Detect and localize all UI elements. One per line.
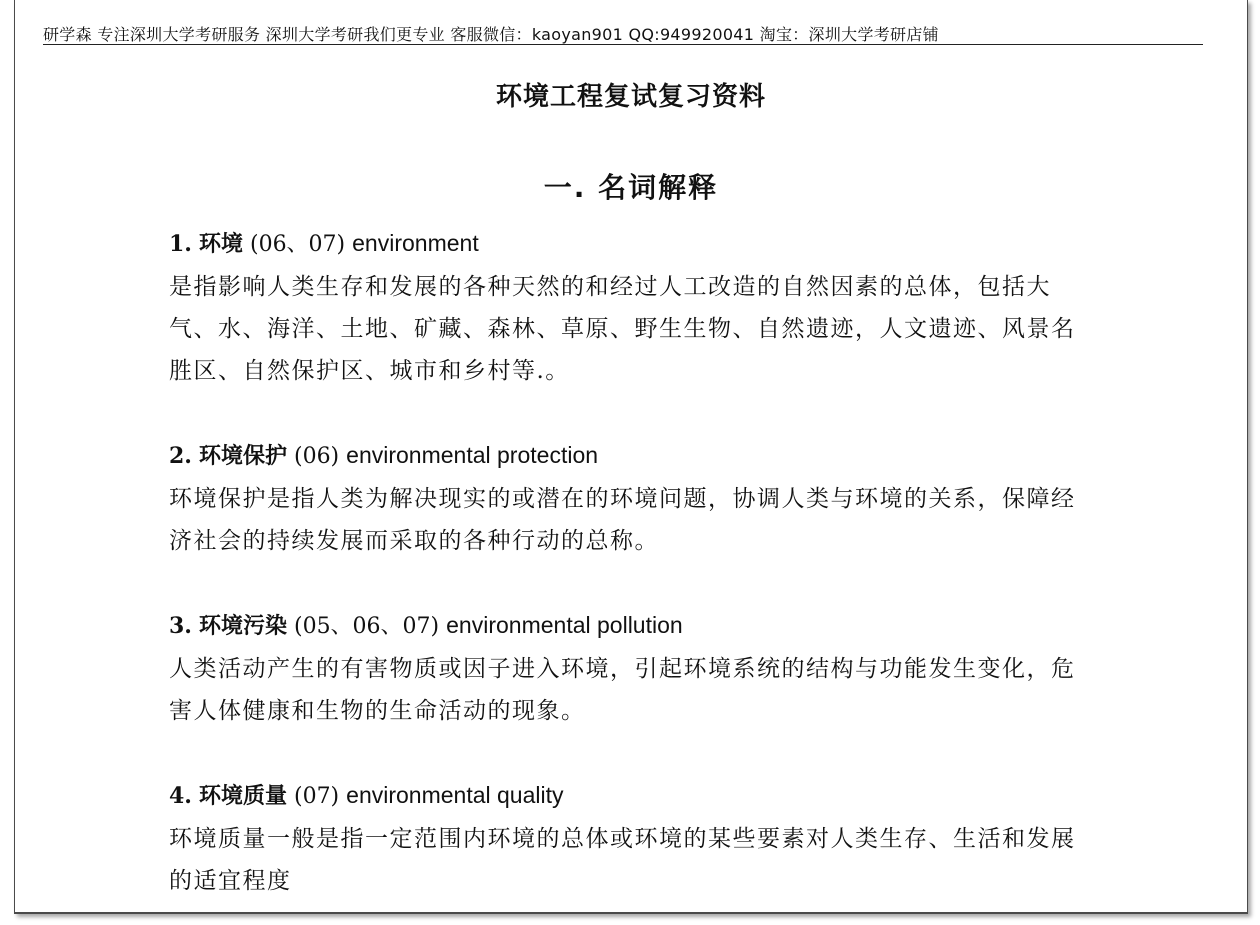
term-entry-3 — [169, 610, 1089, 732]
term-heading — [169, 780, 1089, 812]
term-entry-2 — [169, 440, 1089, 562]
term-number: 4. — [169, 783, 192, 809]
term-english: environmental pollution — [446, 612, 683, 638]
term-name: 环境质量 — [198, 783, 287, 809]
term-definition: 人类活动产生的有害物质或因子进入环境，引起环境系统的结构与功能发生变化，危害人体健康和生物的生命活动的现象。 — [169, 656, 1076, 724]
term-entry-4 — [169, 780, 1089, 902]
term-number: 3. — [169, 613, 192, 639]
term-definition: 环境保护是指人类为解决现实的或潜在的环境问题，协调人类与环境的关系，保障经济社会的持续发展而采取的各种行动的总称。 — [169, 486, 1076, 554]
term-entry-1 — [169, 228, 1089, 392]
term-definition: 环境质量一般是指一定范围内环境的总体或环境的某些要素对人类生存、生活和发展的适宜程度 — [169, 826, 1076, 894]
term-years: (07) — [293, 784, 340, 809]
term-years: (06、07) — [249, 232, 346, 257]
header-underline — [43, 44, 1203, 45]
term-english: environment — [352, 230, 479, 256]
term-heading — [169, 610, 1089, 642]
term-name: 环境污染 — [198, 613, 287, 639]
term-name: 环境保护 — [198, 443, 287, 469]
term-english: environmental protection — [346, 442, 599, 468]
document-title: 环境工程复试复习资料 — [495, 82, 766, 112]
section-heading: 一. 名词解释 — [543, 171, 719, 204]
term-number: 2. — [169, 443, 192, 469]
term-english: environmental quality — [346, 782, 564, 808]
term-years: (05、06、07) — [293, 614, 440, 639]
page-header-text: 研学森 专注深圳大学考研服务 深圳大学考研我们更专业 客服微信：kaoyan901 QQ:949920041 淘宝：深圳大学考研店铺 — [43, 25, 939, 44]
document-page — [14, 0, 1248, 914]
term-heading — [169, 228, 1089, 260]
term-years: (06) — [293, 444, 340, 469]
term-number: 1. — [169, 231, 192, 257]
term-definition: 是指影响人类生存和发展的各种天然的和经过人工改造的自然因素的总体，包括大气、水、海洋、土地、矿藏、森林、草原、野生生物、自然遗迹，人文遗迹、风景名胜区、自然保护区、城市和乡村等.。 — [169, 274, 1076, 384]
term-heading — [169, 440, 1089, 472]
term-name: 环境 — [198, 231, 243, 257]
